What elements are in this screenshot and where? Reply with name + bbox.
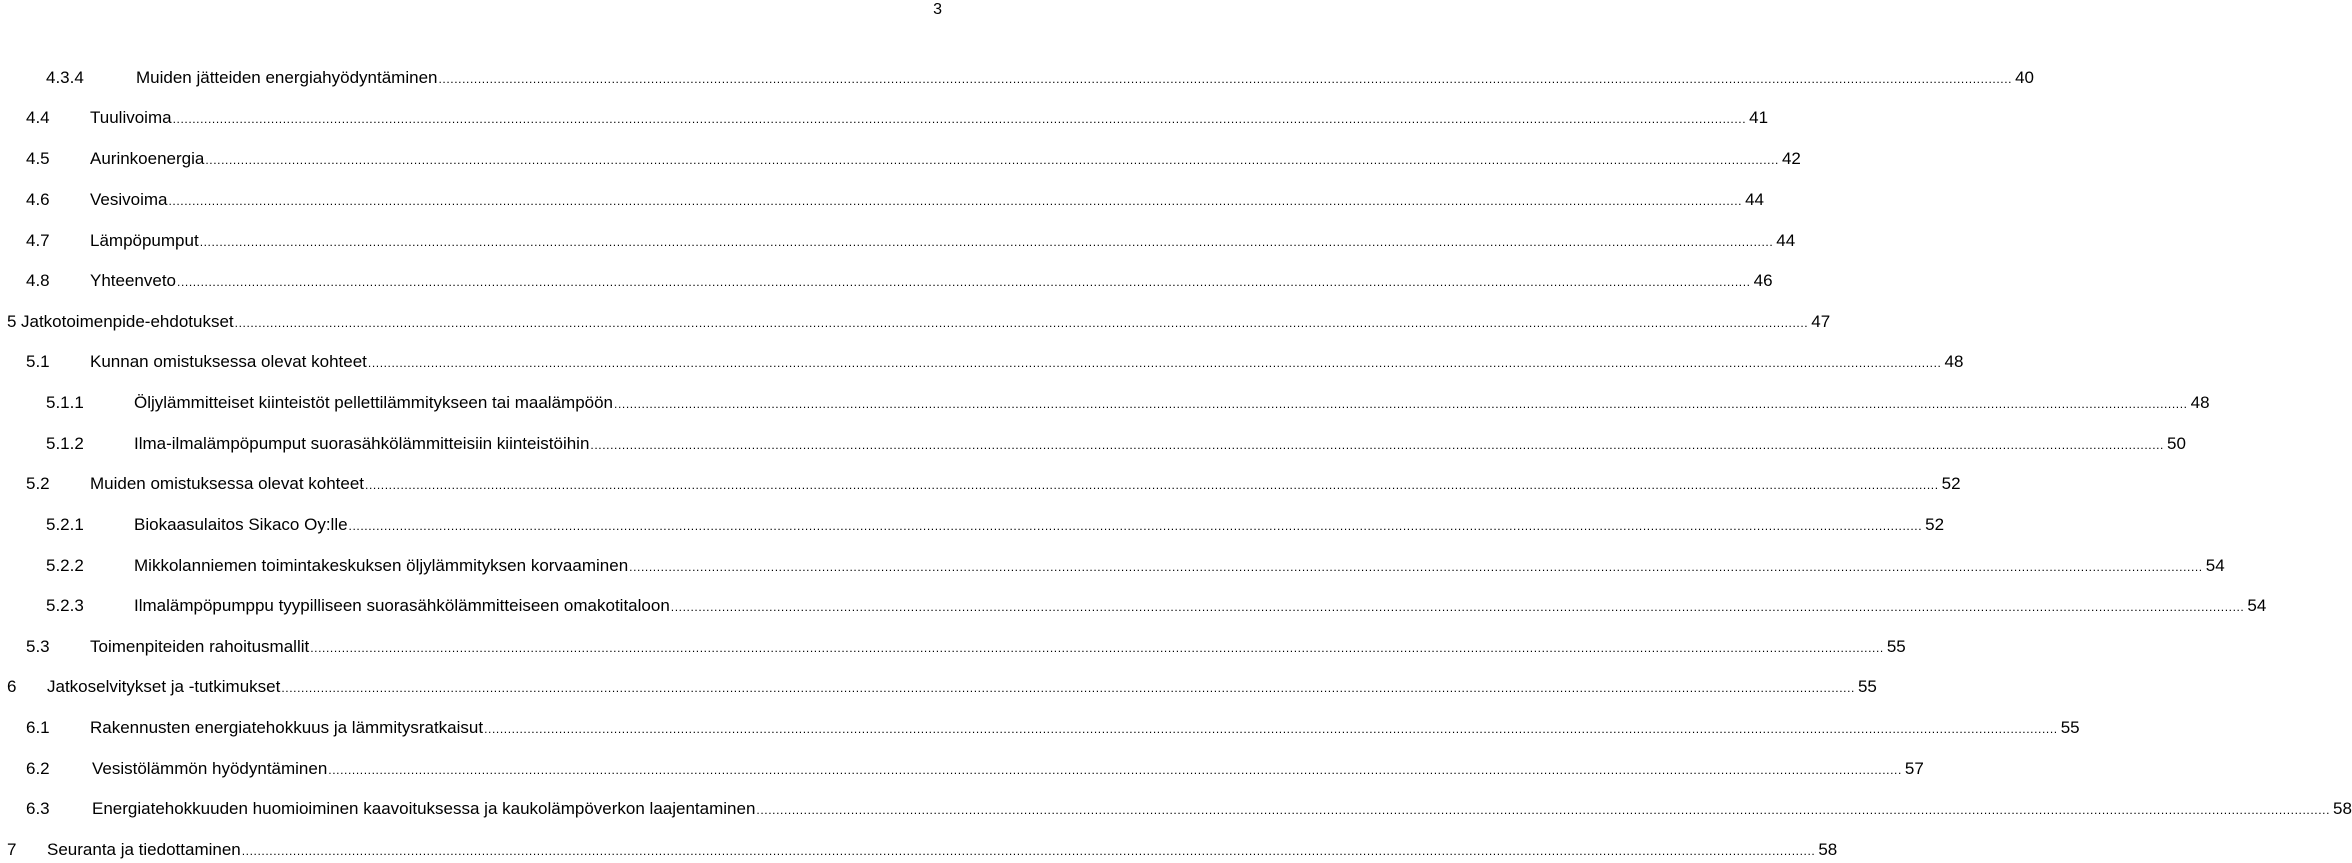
toc-entry-number: 4.3.4 — [46, 68, 84, 87]
toc-entry[interactable] — [7, 838, 1838, 862]
toc-entry-leader-dots: ................................................................................................................................................................................................................................................................................................................................................................................................................ — [310, 641, 1884, 655]
toc-entry-title: Muiden jätteiden energiahyödyntäminen — [136, 68, 438, 87]
toc-entry[interactable] — [26, 797, 2352, 821]
toc-entry-title: Biokaasulaitos Sikaco Oy:lle — [134, 515, 348, 534]
toc-entry-number: 4.5 — [26, 149, 50, 168]
toc-entry-leader-dots: ................................................................................................................................................................................................................................................................................................................................................................................................................ — [367, 356, 1942, 370]
toc-entry-page: 57 — [1904, 759, 1924, 778]
toc-entry-leader-dots: ................................................................................................................................................................................................................................................................................................................................................................................................................ — [629, 560, 2203, 574]
toc-entry[interactable] — [7, 310, 1831, 334]
toc-entry-title: Seuranta ja tiedottaminen — [47, 840, 241, 859]
toc-entry-page: 48 — [2190, 393, 2210, 412]
toc-entry-leader-dots: ................................................................................................................................................................................................................................................................................................................................................................................................................ — [281, 681, 1855, 695]
toc-entry-page: 55 — [1857, 677, 1877, 696]
toc-entry-page: 55 — [2060, 718, 2080, 737]
toc-entry-title: Rakennusten energiatehokkuus ja lämmitysratkaisut — [90, 718, 484, 737]
toc-entry-leader-dots: ................................................................................................................................................................................................................................................................................................................................................................................................................ — [365, 478, 1939, 492]
toc-entry[interactable] — [26, 472, 1961, 496]
toc-entry-leader-dots: ................................................................................................................................................................................................................................................................................................................................................................................................................ — [590, 438, 2164, 452]
toc-entry[interactable] — [26, 106, 1769, 130]
toc-entry[interactable] — [26, 350, 1964, 374]
toc-entry[interactable] — [26, 757, 1924, 781]
toc-entry-page: 47 — [1811, 312, 1831, 331]
toc-entry-page: 58 — [2333, 799, 2352, 818]
toc-entry-page: 44 — [1776, 231, 1796, 250]
toc-entry-title: Muiden omistuksessa olevat kohteet — [90, 474, 365, 493]
toc-entry-title: Energiatehokkuuden huomioiminen kaavoituksessa ja kaukolämpöverkon laajentaminen — [92, 799, 756, 818]
toc-entry-number: 5.2.3 — [46, 596, 84, 615]
toc-entry[interactable] — [26, 635, 1906, 659]
toc-entry-number: 6.3 — [26, 799, 50, 818]
toc-entry-number: 5.2.1 — [46, 515, 84, 534]
page-number: 3 — [933, 1, 942, 18]
toc-entry-leader-dots: ................................................................................................................................................................................................................................................................................................................................................................................................................ — [241, 844, 1816, 858]
toc-entry-number: 5.2 — [26, 474, 50, 493]
toc-entry-page: 46 — [1753, 271, 1773, 290]
toc-entry-page: 50 — [2167, 434, 2186, 453]
toc-entry-title: Vesivoima — [90, 190, 168, 209]
toc-entry-page: 41 — [1749, 108, 1769, 127]
toc-entry[interactable] — [46, 513, 1945, 537]
toc-entry-number: 6.2 — [26, 759, 50, 778]
toc-entry-page: 48 — [1944, 352, 1964, 371]
toc-entry[interactable] — [46, 432, 2186, 456]
toc-entry-number: 5 — [7, 312, 17, 331]
toc-entry-title: Kunnan omistuksessa olevat kohteet — [90, 352, 367, 371]
toc-entry-number: 5.1.1 — [46, 393, 84, 412]
toc-entry-number: 4.4 — [26, 108, 50, 127]
toc-entry-title: Ilma-ilmalämpöpumput suorasähkölämmitteisiin kiinteistöihin — [134, 434, 590, 453]
toc-entry-title: Aurinkoenergia — [90, 149, 205, 168]
toc-entry[interactable] — [26, 229, 1796, 253]
toc-entry-leader-dots: ................................................................................................................................................................................................................................................................................................................................................................................................................ — [177, 275, 1751, 289]
toc-entry-leader-dots: ................................................................................................................................................................................................................................................................................................................................................................................................................ — [172, 112, 1747, 126]
toc-entry-leader-dots: ................................................................................................................................................................................................................................................................................................................................................................................................................ — [234, 316, 1809, 330]
toc-entry-title: Mikkolanniemen toimintakeskuksen öljylämmityksen korvaaminen — [134, 556, 629, 575]
toc-entry-title: Lämpöpumput — [90, 231, 199, 250]
toc-entry-page: 40 — [2015, 68, 2034, 87]
toc-entry-page: 54 — [2247, 596, 2267, 615]
toc-entry-leader-dots: ................................................................................................................................................................................................................................................................................................................................................................................................................ — [438, 72, 2013, 86]
toc-entry-leader-dots: ................................................................................................................................................................................................................................................................................................................................................................................................................ — [756, 803, 2331, 817]
toc-entry[interactable] — [26, 269, 1773, 293]
toc-entry-leader-dots: ................................................................................................................................................................................................................................................................................................................................................................................................................ — [348, 519, 1923, 533]
toc-entry-leader-dots: ................................................................................................................................................................................................................................................................................................................................................................................................................ — [205, 153, 1779, 167]
toc-entry-title: Jatkotoimenpide-ehdotukset — [21, 312, 234, 331]
toc-entry-leader-dots: ................................................................................................................................................................................................................................................................................................................................................................................................................ — [199, 235, 1774, 249]
toc-entry-page: 52 — [1941, 474, 1961, 493]
toc-entry-title: Öljylämmitteiset kiinteistöt pellettilämmitykseen tai maalämpöön — [134, 393, 614, 412]
toc-entry-number: 5.1 — [26, 352, 50, 371]
toc-entry-leader-dots: ................................................................................................................................................................................................................................................................................................................................................................................................................ — [484, 722, 2058, 736]
toc-entry-page: 54 — [2205, 556, 2225, 575]
toc-entry-leader-dots: ................................................................................................................................................................................................................................................................................................................................................................................................................ — [614, 397, 2188, 411]
toc-entry-leader-dots: ................................................................................................................................................................................................................................................................................................................................................................................................................ — [670, 600, 2245, 614]
toc-entry-page: 55 — [1886, 637, 1906, 656]
toc-entry-title: Tuulivoima — [90, 108, 172, 127]
toc-entry-number: 5.3 — [26, 637, 50, 656]
toc-entry-number: 4.6 — [26, 190, 50, 209]
toc-entry-number: 5.1.2 — [46, 434, 84, 453]
toc-entry-number: 4.8 — [26, 271, 50, 290]
toc-entry-page: 42 — [1781, 149, 1801, 168]
toc-entry[interactable] — [26, 716, 2080, 740]
toc-entry-leader-dots: ................................................................................................................................................................................................................................................................................................................................................................................................................ — [328, 763, 1902, 777]
toc-entry[interactable] — [26, 188, 1764, 212]
toc-entry[interactable] — [46, 391, 2210, 415]
toc-entry[interactable] — [46, 594, 2267, 618]
toc-entry-title: Jatkoselvitykset ja -tutkimukset — [47, 677, 281, 696]
toc-entry-title: Yhteenveto — [90, 271, 177, 290]
toc-entry-number: 6 — [7, 677, 17, 696]
toc-entry-title: Toimenpiteiden rahoitusmallit — [90, 637, 310, 656]
toc-entry[interactable] — [7, 675, 1877, 699]
toc-entry[interactable] — [26, 147, 1801, 171]
toc-entry-page: 44 — [1745, 190, 1764, 209]
toc-entry[interactable] — [46, 66, 2034, 90]
toc-entry-title: Vesistölämmön hyödyntäminen — [92, 759, 328, 778]
toc-entry[interactable] — [46, 554, 2225, 578]
toc-entry-page: 52 — [1925, 515, 1945, 534]
toc-entry-number: 7 — [7, 840, 17, 859]
toc-entry-leader-dots: ................................................................................................................................................................................................................................................................................................................................................................................................................ — [168, 194, 1743, 208]
toc-entry-title: Ilmalämpöpumppu tyypilliseen suorasähkölämmitteiseen omakotitaloon — [134, 596, 670, 615]
toc-entry-number: 6.1 — [26, 718, 50, 737]
toc-entry-number: 4.7 — [26, 231, 50, 250]
toc-entry-page: 58 — [1818, 840, 1838, 859]
toc-entry-number: 5.2.2 — [46, 556, 84, 575]
